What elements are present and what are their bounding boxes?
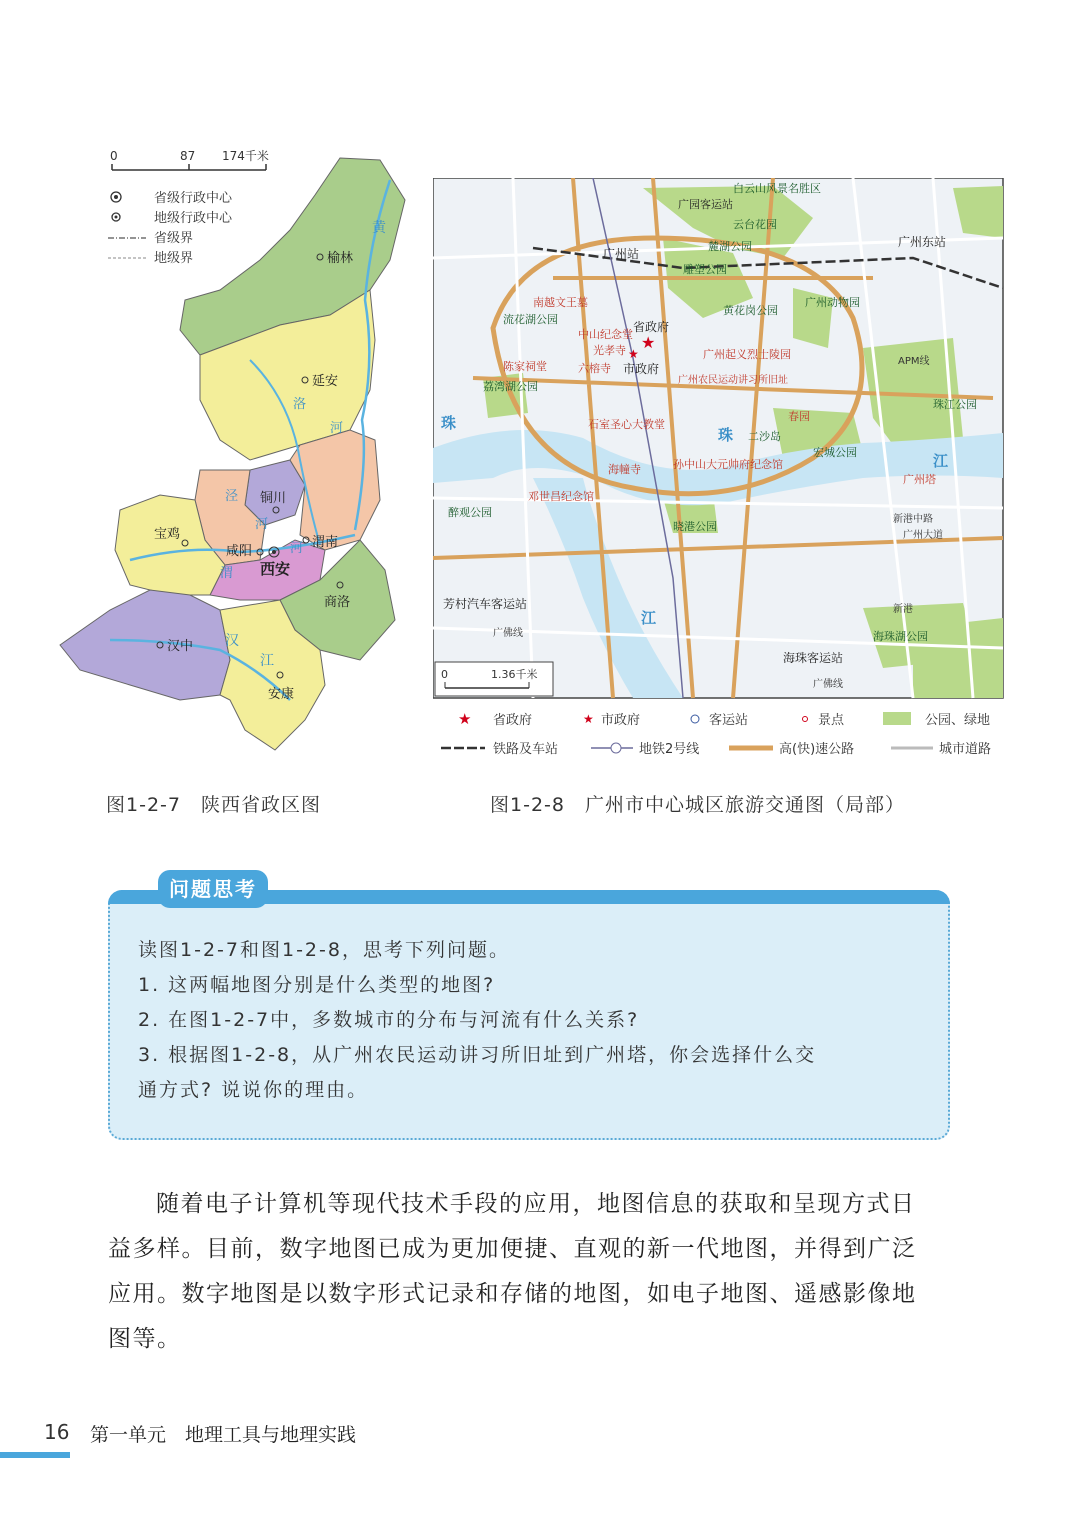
place-label: 广州东站 <box>898 235 947 249</box>
fig8-legend <box>441 710 991 757</box>
place-label: 荔湾湖公园 <box>483 380 538 393</box>
legend-prefecture-border: 地级界 <box>154 251 194 266</box>
city-label: 咸阳 <box>226 544 253 559</box>
city-label: 宝鸡 <box>154 527 181 542</box>
place-label: 海幢寺 <box>608 463 641 476</box>
place-label: 广州塔 <box>903 473 936 486</box>
place-label: 广州动物园 <box>805 296 860 309</box>
legend-item: 市政府 <box>601 713 641 728</box>
legend-item: 城市道路 <box>939 742 992 757</box>
place-label: 六榕寺 <box>578 362 611 375</box>
place-label: 广园客运站 <box>678 198 733 211</box>
road-label: 新港中路 <box>893 514 933 525</box>
place-label: 邓世昌纪念馆 <box>528 490 594 503</box>
place-label: 光孝寺 <box>593 344 626 357</box>
river-label: 渭 <box>220 566 234 581</box>
place-label: 南越文王墓 <box>533 296 588 309</box>
river-label: 江 <box>933 452 949 470</box>
place-label: 海珠客运站 <box>783 651 844 665</box>
region-hanzhong <box>60 590 230 700</box>
place-label: 云台花园 <box>733 218 777 231</box>
river-label: 珠 <box>441 414 457 432</box>
section-title: 第一单元 地理工具与地理实践 <box>90 1424 357 1446</box>
place-label: 省政府 <box>633 320 670 334</box>
river-label: 河 <box>255 517 269 532</box>
place-label: 晓港公园 <box>673 520 717 533</box>
fig7-legend <box>108 190 233 266</box>
place-label: 陈家祠堂 <box>503 360 547 373</box>
place-label: 黄花岗公园 <box>723 304 778 317</box>
place-label: 芳村汽车客运站 <box>443 597 528 611</box>
fig7-scale-tick: 174千米 <box>222 149 269 163</box>
place-label: 孙中山大元帅府纪念馆 <box>673 458 783 471</box>
metro-label: 广佛线 <box>813 679 843 690</box>
fig7-scale-bar <box>110 148 269 170</box>
place-label: 海珠湖公园 <box>873 630 928 643</box>
fig8-scale-tick: 0 <box>441 668 448 681</box>
place-label: 珠江公园 <box>933 398 977 411</box>
city-label-xian: 西安 <box>260 560 291 578</box>
svg-text:★: ★ <box>641 333 656 352</box>
place-label: 流花湖公园 <box>503 313 558 326</box>
fig7-scale-tick: 0 <box>110 149 118 163</box>
place-label: 白云山风景名胜区 <box>733 182 821 195</box>
legend-item: 地铁2号线 <box>639 742 700 757</box>
legend-item: 公园、绿地 <box>925 713 991 728</box>
footer-accent-bar <box>0 1452 70 1458</box>
question-line: 3. 根据图1-2-8，从广州农民运动讲习所旧址到广州塔，你会选择什么交 <box>138 1044 817 1066</box>
place-label: 石室圣心大教堂 <box>588 418 665 431</box>
place-label: 广州起义烈士陵园 <box>703 348 791 361</box>
legend-prefecture-center: 地级行政中心 <box>154 211 233 226</box>
city-label: 商洛 <box>324 595 351 610</box>
road-label: 广州大道 <box>903 530 943 541</box>
place-label: 雕塑公园 <box>683 263 727 276</box>
legend-item: 省政府 <box>493 713 533 728</box>
place-label: 麓湖公园 <box>708 240 752 253</box>
legend-provincial-border: 省级界 <box>154 231 194 246</box>
legend-item: 铁路及车站 <box>493 742 559 757</box>
river-label: 汉 <box>225 633 239 649</box>
shaanxi-map <box>50 140 420 780</box>
question-line: 1. 这两幅地图分别是什么类型的地图? <box>138 974 496 996</box>
city-label: 延安 <box>312 374 339 389</box>
svg-text:★: ★ <box>583 712 594 726</box>
metro-label: 广佛线 <box>493 628 523 639</box>
river-label: 河 <box>290 541 304 556</box>
body-paragraph-line: 图等。 <box>108 1326 182 1352</box>
city-label: 渭南 <box>312 535 339 550</box>
page-number: 16 <box>44 1420 70 1444</box>
river-label: 江 <box>641 609 657 627</box>
svg-text:★: ★ <box>628 347 639 361</box>
guangzhou-map <box>433 178 1005 768</box>
fig8-scale-tick: 1.36千米 <box>491 668 538 681</box>
river-label: 泾 <box>225 489 239 504</box>
place-label: 市政府 <box>623 362 660 376</box>
body-paragraph-line: 益多样。目前，数字地图已成为更加便捷、直观的新一代地图，并得到广泛 <box>108 1236 917 1262</box>
city-label: 榆林 <box>327 251 354 266</box>
place-label: 中山纪念堂 <box>578 328 633 341</box>
city-label: 汉中 <box>167 639 194 654</box>
question-line: 2. 在图1-2-7中，多数城市的分布与河流有什么关系? <box>138 1009 640 1031</box>
river-label: 珠 <box>718 426 734 444</box>
river-label: 河 <box>330 421 344 436</box>
road-label: 新港 <box>893 604 913 615</box>
question-box-title: 问题思考 <box>158 870 268 908</box>
fig7-caption: 图1-2-7 陕西省政区图 <box>106 794 321 816</box>
svg-text:★: ★ <box>458 710 472 728</box>
place-label: 春园 <box>788 410 810 423</box>
fig7-scale-tick: 87 <box>180 149 196 163</box>
body-paragraph-line: 应用。数字地图是以数字形式记录和存储的地图，如电子地图、遥感影像地 <box>108 1281 917 1307</box>
body-paragraph-line: 随着电子计算机等现代技术手段的应用，地图信息的获取和呈现方式日 <box>156 1191 916 1217</box>
legend-provincial-center: 省级行政中心 <box>154 191 233 206</box>
metro-label: APM线 <box>898 356 930 367</box>
question-line: 读图1-2-7和图1-2-8，思考下列问题。 <box>138 939 510 961</box>
question-line: 通方式? 说说你的理由。 <box>138 1079 369 1101</box>
river-label: 洛 <box>293 397 307 412</box>
place-label: 广州农民运动讲习所旧址 <box>678 375 788 386</box>
place-label: 广州站 <box>603 247 640 261</box>
legend-item: 客运站 <box>709 713 749 728</box>
place-label: 二沙岛 <box>748 430 781 443</box>
city-label: 铜川 <box>260 491 287 506</box>
legend-item: 景点 <box>818 713 845 728</box>
city-label: 安康 <box>268 687 295 702</box>
place-label: 宏城公园 <box>813 446 857 459</box>
river-label: 江 <box>260 653 274 669</box>
legend-item: 高(快)速公路 <box>779 742 855 757</box>
place-label: 醉观公园 <box>448 506 492 519</box>
fig8-caption: 图1-2-8 广州市中心城区旅游交通图（局部） <box>490 794 905 816</box>
river-label: 黄 <box>372 220 386 236</box>
